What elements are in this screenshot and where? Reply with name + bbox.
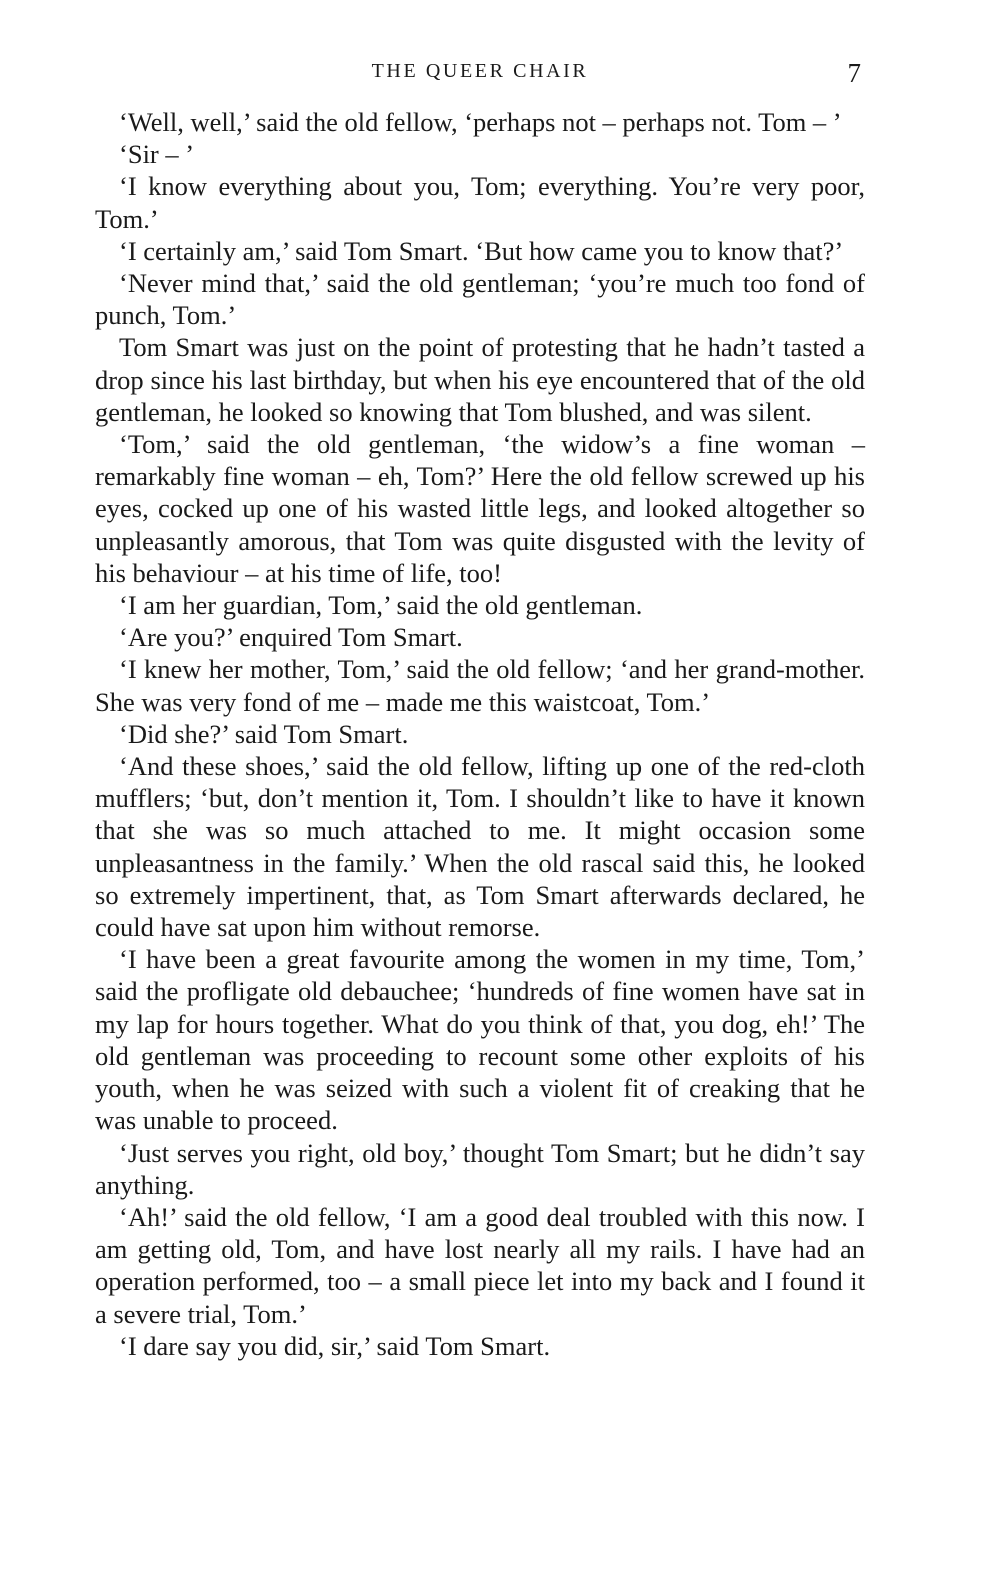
running-head <box>95 58 865 92</box>
paragraph: ‘I have been a great favourite among the women in my time, Tom,’ said the profligate old debauchee; ‘hundreds of fine women have sat in my lap for hours together. What do you think of that, you dog, eh!’ The old gentleman was proceeding to recount some other exploits of his youth, when he was seized with such a violent fit of creaking that he was unable to proceed. <box>95 944 865 1136</box>
paragraph: ‘I certainly am,’ said Tom Smart. ‘But how came you to know that?’ <box>119 235 844 266</box>
paragraph: ‘I know everything about you, Tom; everything. You’re very poor, Tom.’ <box>95 171 865 234</box>
paragraph: ‘Are you?’ enquired Tom Smart. <box>119 622 463 653</box>
paragraph: ‘Ah!’ said the old fellow, ‘I am a good deal troubled with this now. I am getting old, Tom, and have lost nearly all my rails. I have had an operation performed, too – a small piece let into my back and I found it a severe trial, Tom.’ <box>95 1201 865 1329</box>
paragraph: ‘Never mind that,’ said the old gentleman; ‘you’re much too fond of punch, Tom.’ <box>95 268 865 331</box>
paragraph: ‘I dare say you did, sir,’ said Tom Smart. <box>119 1330 551 1361</box>
paragraph: ‘Tom,’ said the old gentleman, ‘the widow’s a fine woman – remarkably fine woman – eh, Tom?’ Here the old fellow screwed up his eyes, cocked up one of his wasted little legs, and looked altogether so unpleasantly amorous, that Tom was quite disgusted with the levity of his behaviour – at his time of life, too! <box>95 429 865 588</box>
paragraph: ‘I am her guardian, Tom,’ said the old gentleman. <box>119 590 643 621</box>
paragraph: ‘Just serves you right, old boy,’ thought Tom Smart; but he didn’t say anything. <box>95 1137 865 1200</box>
paragraph: ‘I knew her mother, Tom,’ said the old fellow; ‘and her grand-mother. She was very fond of me – made me this waistcoat, Tom.’ <box>95 654 865 717</box>
body-text <box>95 106 865 1362</box>
paragraph: ‘Well, well,’ said the old fellow, ‘perhaps not – perhaps not. Tom – ’ <box>119 107 842 137</box>
paragraph: Tom Smart was just on the point of protesting that he hadn’t tasted a drop since his last birthday, but when his eye encountered that of the old gentleman, he looked so knowing that Tom blushed, and was silent. <box>95 332 865 427</box>
page-number: 7 <box>847 58 861 88</box>
book-page <box>95 0 865 1569</box>
paragraph: ‘Did she?’ said Tom Smart. <box>119 718 409 749</box>
paragraph: ‘Sir – ’ <box>119 139 195 170</box>
paragraph: ‘And these shoes,’ said the old fellow, lifting up one of the red-cloth mufflers; ‘but, don’t mention it, Tom. I shouldn’t like to have it known that she was so much attached to me. It might occasion some unpleasantness in the family.’ When the old rascal said this, he looked so extremely impertinent, that, as Tom Smart afterwards declared, he could have sat upon him without remorse. <box>95 751 865 943</box>
running-title: THE QUEER CHAIR <box>371 60 589 82</box>
